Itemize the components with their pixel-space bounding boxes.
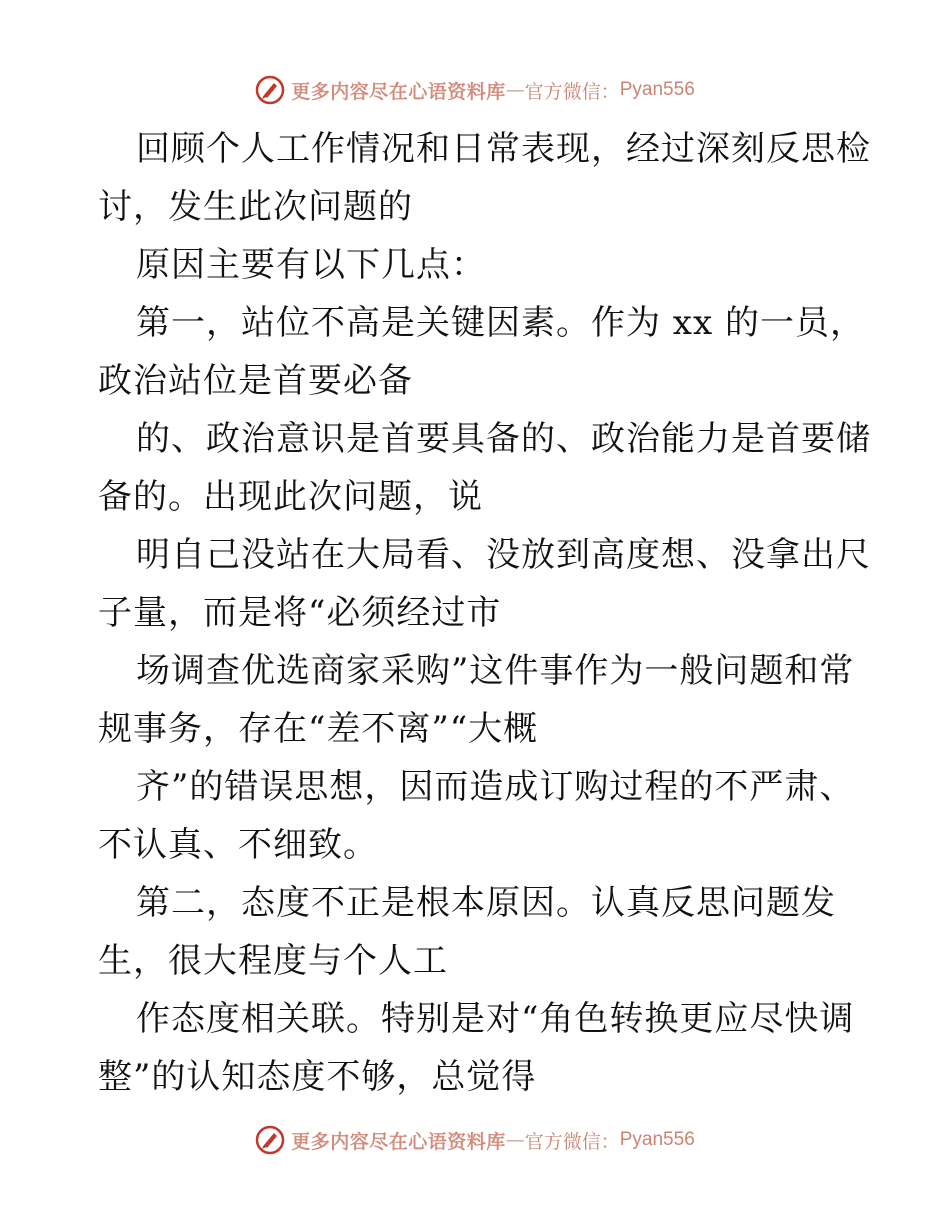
body-line: 回顾个人工作情况和日常表现，经过深刻反思检 xyxy=(136,129,871,169)
header-banner xyxy=(0,72,950,108)
body-line: 备的。出现此次问题，说 xyxy=(98,477,483,517)
body-line: 第一，站位不高是关键因素。作为 xx 的一员， xyxy=(136,303,865,343)
body-line: 讨，发生此次问题的 xyxy=(98,187,413,227)
body-line: 整”的认知态度不够，总觉得 xyxy=(98,1057,537,1097)
body-line: 原因主要有以下几点： xyxy=(136,245,486,285)
footer-banner xyxy=(0,1122,950,1158)
body-line: 场调查优选商家采购”这件事作为一般问题和常 xyxy=(136,651,855,691)
footer-dash: — xyxy=(505,1129,525,1151)
body-line: 齐”的错误思想，因而造成订购过程的不严肃、 xyxy=(136,767,855,807)
header-wechat-label: 官方微信： xyxy=(524,80,620,103)
book-pen-logo-icon xyxy=(255,1125,285,1155)
body-line: 明自己没站在大局看、没放到高度想、没拿出尺 xyxy=(136,535,871,575)
header-wechat-id: Pyan556 xyxy=(619,79,695,100)
document-body xyxy=(98,120,871,1106)
body-line: 作态度相关联。特别是对“角色转换更应尽快调 xyxy=(136,999,855,1039)
body-line: 的、政治意识是首要具备的、政治能力是首要储 xyxy=(136,419,871,459)
body-line: 第二，态度不正是根本原因。认真反思问题发 xyxy=(136,883,836,923)
header-slogan: 更多内容尽在心语资料库 xyxy=(291,80,506,103)
header-dash: — xyxy=(505,79,525,101)
footer-wechat-id: Pyan556 xyxy=(619,1129,695,1150)
footer-wechat-label: 官方微信： xyxy=(524,1130,620,1153)
body-line: 政治站位是首要必备 xyxy=(98,361,413,401)
body-line: 生，很大程度与个人工 xyxy=(98,941,448,981)
footer-slogan: 更多内容尽在心语资料库 xyxy=(291,1130,506,1153)
body-line: 规事务，存在“差不离”“大概 xyxy=(98,709,539,749)
body-line: 不认真、不细致。 xyxy=(98,825,378,865)
body-line: 子量，而是将“必须经过市 xyxy=(98,593,502,633)
book-pen-logo-icon xyxy=(255,75,285,105)
